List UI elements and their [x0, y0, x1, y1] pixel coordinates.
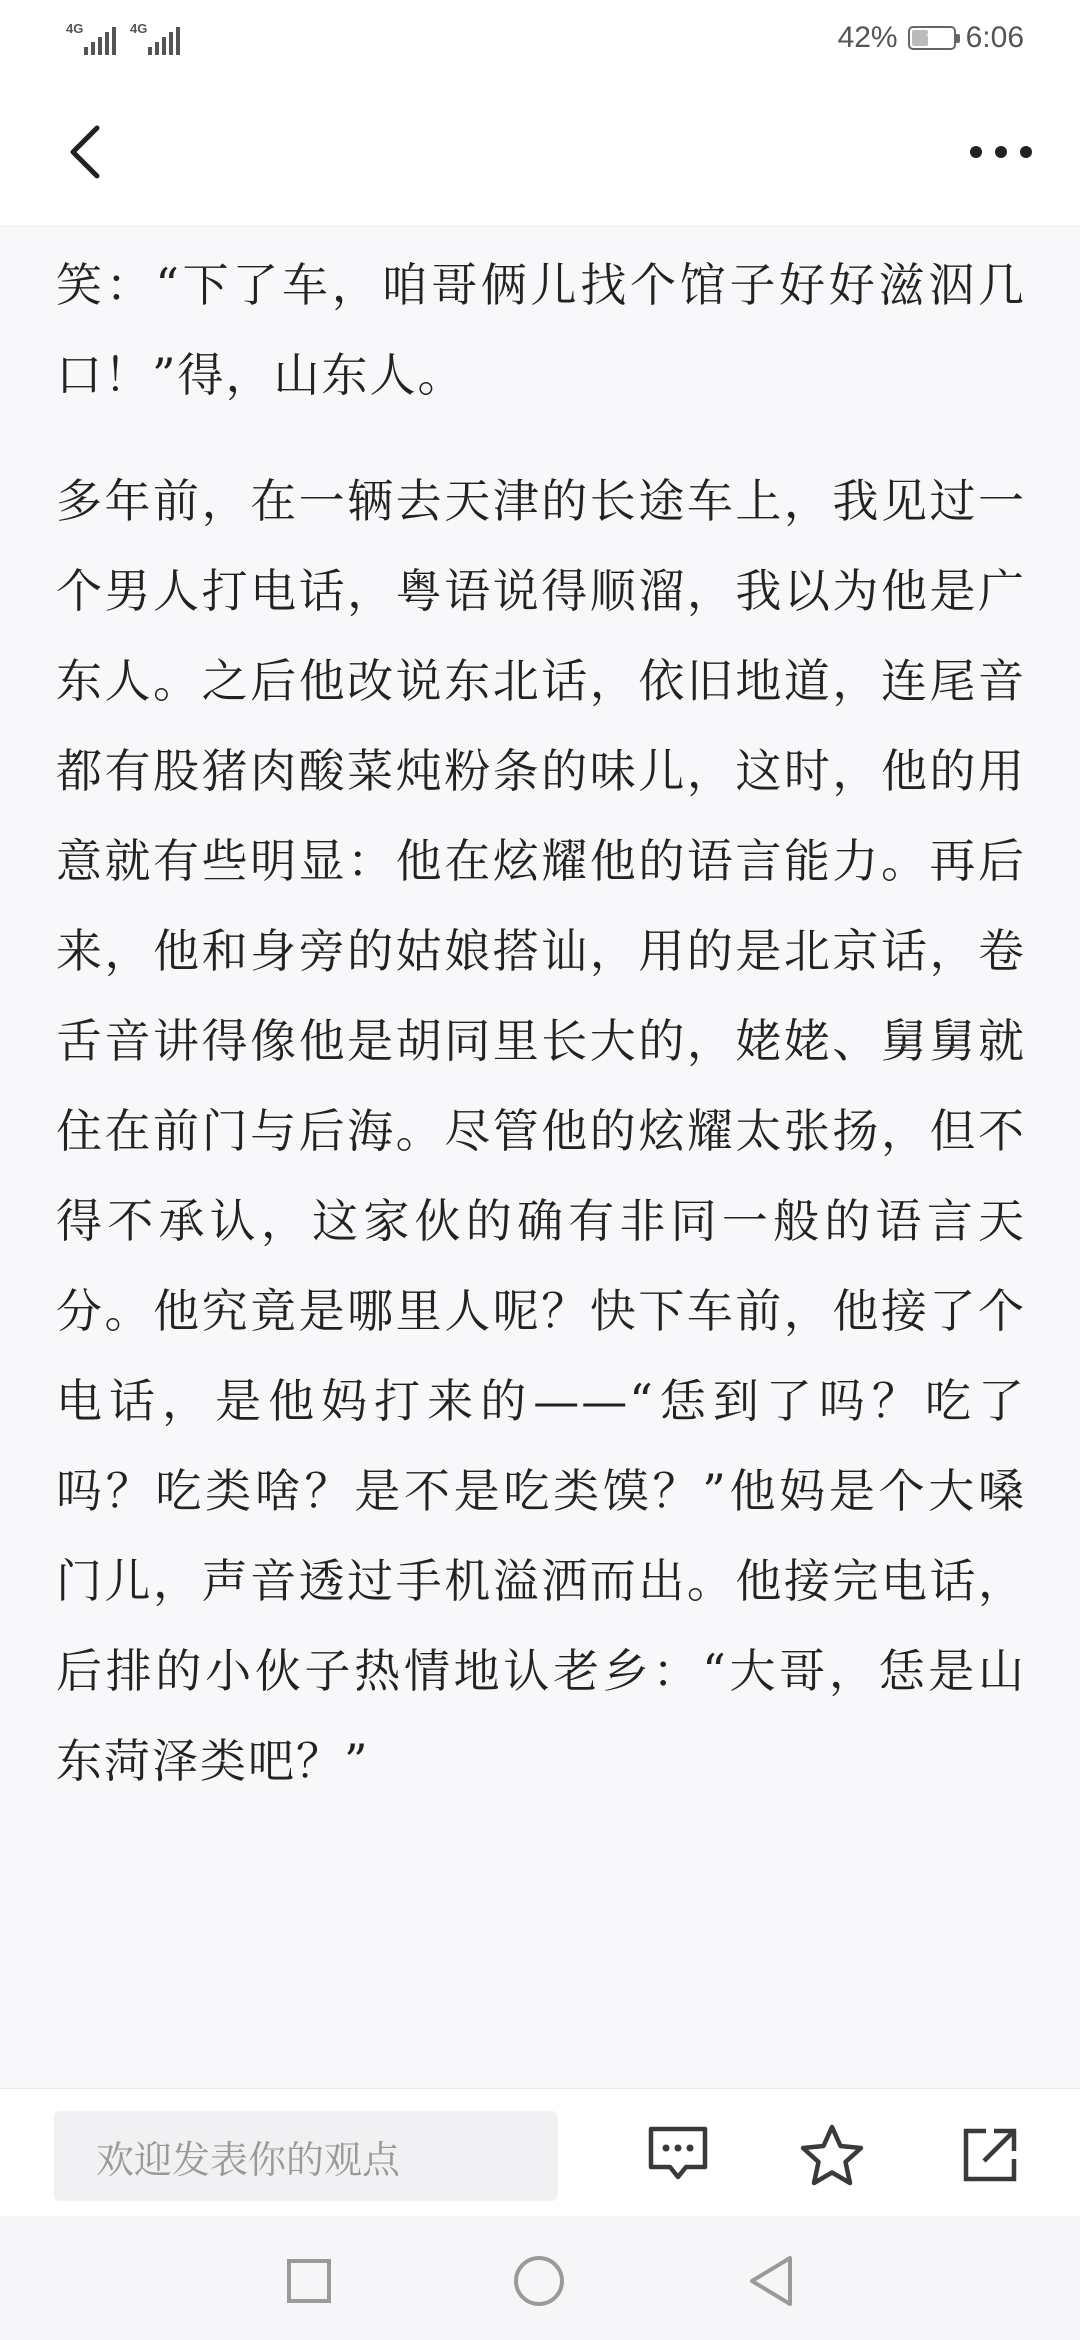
comment-input[interactable] [54, 2111, 558, 2201]
signal-strength-icon [66, 21, 116, 55]
comments-button[interactable] [638, 2115, 718, 2195]
home-button[interactable] [504, 2246, 574, 2316]
battery-percentage: 42% [837, 21, 898, 54]
more-options-button[interactable] [956, 114, 1046, 190]
network-type-label: 4G [66, 21, 84, 36]
battery-icon: ❦ [908, 26, 956, 50]
action-bar [0, 2088, 1080, 2217]
signal-indicators [66, 21, 180, 55]
square-icon [286, 2258, 332, 2304]
circle-icon [512, 2254, 566, 2308]
share-button[interactable] [950, 2115, 1030, 2195]
article-paragraph: 多年前，在一辆去天津的长途车上，我见过一个男人打电话，粤语说得顺溜，我以为他是广东人。之后他改说东北话，依旧地道，连尾音都有股猪肉酸菜炖粉条的味儿，这时，他的用意就有些明显：他在炫耀他的语言能力。再后来，他和身旁的姑娘搭讪，用的是北京话，卷舌音讲得像他是胡同里长大的，姥姥、舅舅就住在前门与后海。尽管他的炫耀太张扬，但不得不承认，这家伙的确有非同一般的语言天分。他究竟是哪里人呢？快下车前，他接了个电话，是他妈打来的——“恁到了吗？吃了吗？吃类啥？是不是吃类馍？”他妈是个大嗓门儿，声音透过手机溢洒而出。他接完电话，后排的小伙子热情地认老乡：“大哥，恁是山东菏泽类吧？” [56, 474, 1026, 1788]
article-body [56, 240, 1026, 1806]
share-icon [960, 2125, 1020, 2185]
header [0, 76, 1080, 227]
chevron-left-icon [65, 122, 105, 182]
back-button[interactable] [50, 114, 120, 190]
system-nav-bar [0, 2216, 1080, 2340]
system-back-button[interactable] [736, 2246, 806, 2316]
star-icon [799, 2123, 865, 2187]
comment-icon [646, 2124, 710, 2186]
status-bar [0, 0, 1080, 76]
more-horizontal-icon [968, 144, 1034, 160]
network-type-label: 4G [130, 21, 148, 36]
comment-placeholder: 欢迎发表你的观点 [96, 2137, 401, 2182]
status-right [838, 21, 1024, 55]
signal-strength-icon [130, 21, 180, 55]
triangle-back-icon [746, 2254, 796, 2308]
article-paragraph: 笑：“下了车，咱哥俩儿找个馆子好好滋泅几口！”得，山东人。 [56, 258, 1026, 402]
recents-button[interactable] [274, 2246, 344, 2316]
clock: 6:06 [965, 21, 1024, 54]
favorite-button[interactable] [792, 2115, 872, 2195]
